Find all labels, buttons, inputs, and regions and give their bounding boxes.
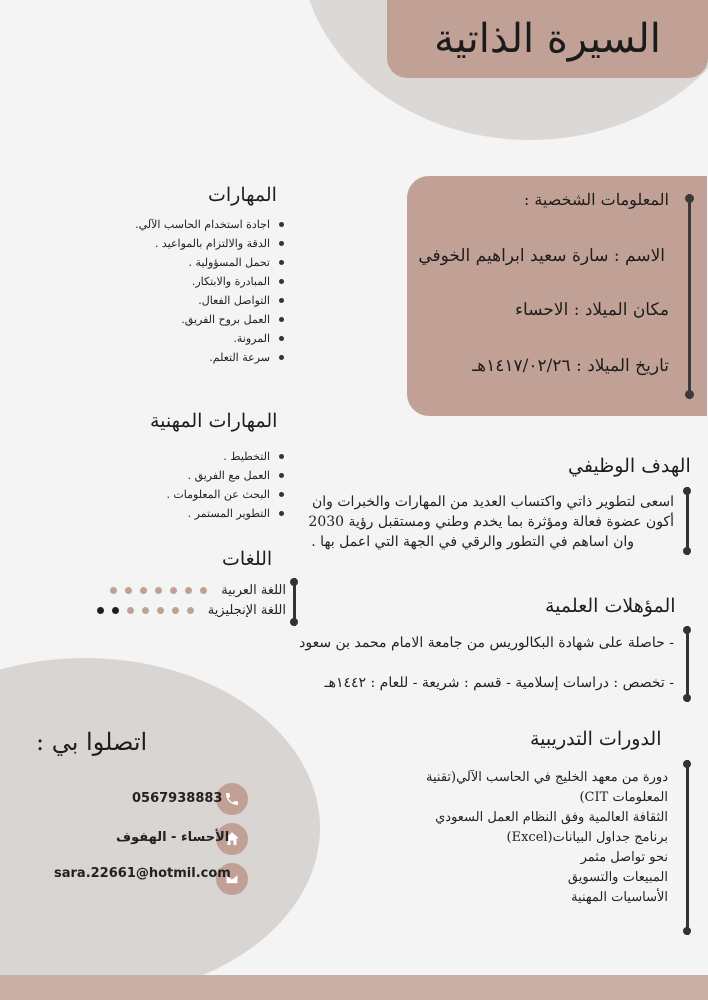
- course-line: نحو تواصل مثمر: [580, 850, 668, 865]
- skills-heading: المهارات: [208, 184, 277, 206]
- skill-item: اجادة استخدام الحاسب الآلي.: [54, 215, 284, 234]
- objective-text: [274, 492, 674, 552]
- skills-list: [54, 215, 284, 367]
- language-level-dot: [172, 607, 179, 614]
- language-level-dot: [127, 607, 134, 614]
- contact-address: الأحساء - الهفوف: [116, 830, 230, 845]
- contact-phone: 0567938883: [132, 791, 223, 806]
- course-line: الثقافة العالمية وفق النظام العمل السعودي: [435, 810, 668, 825]
- language-level-dot: [142, 607, 149, 614]
- personal-info-box: [407, 176, 707, 416]
- pro-skill-item: العمل مع الفريق .: [54, 466, 284, 485]
- pro-skill-item: التطوير المستمر .: [54, 504, 284, 523]
- professional-skills-list: [54, 447, 284, 523]
- language-label: اللغة العربية: [221, 583, 286, 598]
- language-row: [102, 583, 286, 598]
- skill-item: تحمل المسؤولية .: [54, 253, 284, 272]
- courses-line: [686, 760, 689, 935]
- skill-item: المبادرة والابتكار.: [54, 272, 284, 291]
- contact-heading: اتصلوا بي :: [36, 728, 148, 756]
- contact-email: sara.22661@hotmil.com: [54, 866, 231, 881]
- qualification-line-1: - حاصلة على شهادة البكالوريس من جامعة الامام محمد بن سعود: [299, 635, 674, 651]
- timeline-line: [688, 194, 691, 399]
- language-level-dot: [155, 587, 162, 594]
- personal-name: الاسم : سارة سعيد ابراهيم الخوفي: [418, 246, 665, 266]
- language-row: [89, 603, 286, 618]
- objective-line-1: اسعى لتطوير ذاتي واكتساب العديد من المهارات والخبرات وان: [312, 494, 674, 510]
- title-banner: [387, 0, 708, 78]
- qualifications-heading: المؤهلات العلمية: [545, 595, 676, 617]
- objective-line: [686, 487, 689, 555]
- skill-item: العمل بروح الفريق.: [54, 310, 284, 329]
- language-level-dot: [140, 587, 147, 594]
- languages-heading: اللغات: [222, 548, 273, 570]
- language-level-dot: [125, 587, 132, 594]
- language-level-dot: [187, 607, 194, 614]
- language-level-dot: [97, 607, 104, 614]
- personal-birthplace: مكان الميلاد : الاحساء: [515, 300, 669, 320]
- course-line: المبيعات والتسويق: [567, 870, 668, 885]
- personal-birthdate: تاريخ الميلاد : ١٤١٧/٠٢/٢٦هـ: [472, 356, 669, 376]
- objective-line-3: وان اساهم في التطور والرقي في الجهة التي اعمل بها .: [311, 534, 634, 550]
- language-label: اللغة الإنجليزية: [207, 603, 286, 618]
- pro-skill-item: البحث عن المعلومات .: [54, 485, 284, 504]
- skill-item: المرونة.: [54, 329, 284, 348]
- language-level-dot: [200, 587, 207, 594]
- language-level-dot: [185, 587, 192, 594]
- language-level-dot: [112, 607, 119, 614]
- language-level-dot: [110, 587, 117, 594]
- language-level-dot: [157, 607, 164, 614]
- decor-bottom-bar: [0, 975, 708, 1000]
- qualification-line-2: - تخصص : دراسات إسلامية - قسم : شريعة - للعام : ١٤٤٢هـ: [324, 675, 674, 691]
- language-level-dot: [170, 587, 177, 594]
- qualifications-line: [686, 626, 689, 702]
- professional-skills-heading: المهارات المهنية: [150, 410, 278, 432]
- course-line: برنامج جداول البيانات(Excel): [506, 830, 668, 845]
- languages-line: [293, 578, 296, 626]
- course-line: دورة من معهد الخليج في الحاسب الآلي(تقنية: [426, 770, 668, 785]
- personal-info-heading: المعلومات الشخصية :: [523, 190, 669, 209]
- courses-list: [368, 768, 668, 908]
- page-title: السيرة الذاتية: [434, 16, 661, 62]
- objective-line-2: أكون عضوة فعالة ومؤثرة بما يخدم وطني ومستقبل رؤية 2030: [308, 514, 674, 530]
- course-line: الأساسيات المهنية: [571, 890, 668, 905]
- course-line: المعلومات CIT): [579, 790, 668, 805]
- decor-circle-bottom: [0, 658, 320, 998]
- pro-skill-item: التخطيط .: [54, 447, 284, 466]
- qualifications-text: [274, 633, 674, 693]
- objective-heading: الهدف الوظيفي: [568, 455, 691, 477]
- skill-item: الدقة والالتزام بالمواعيد .: [54, 234, 284, 253]
- skill-item: التواصل الفعال.: [54, 291, 284, 310]
- skill-item: سرعة التعلم.: [54, 348, 284, 367]
- courses-heading: الدورات التدريبية: [530, 728, 662, 750]
